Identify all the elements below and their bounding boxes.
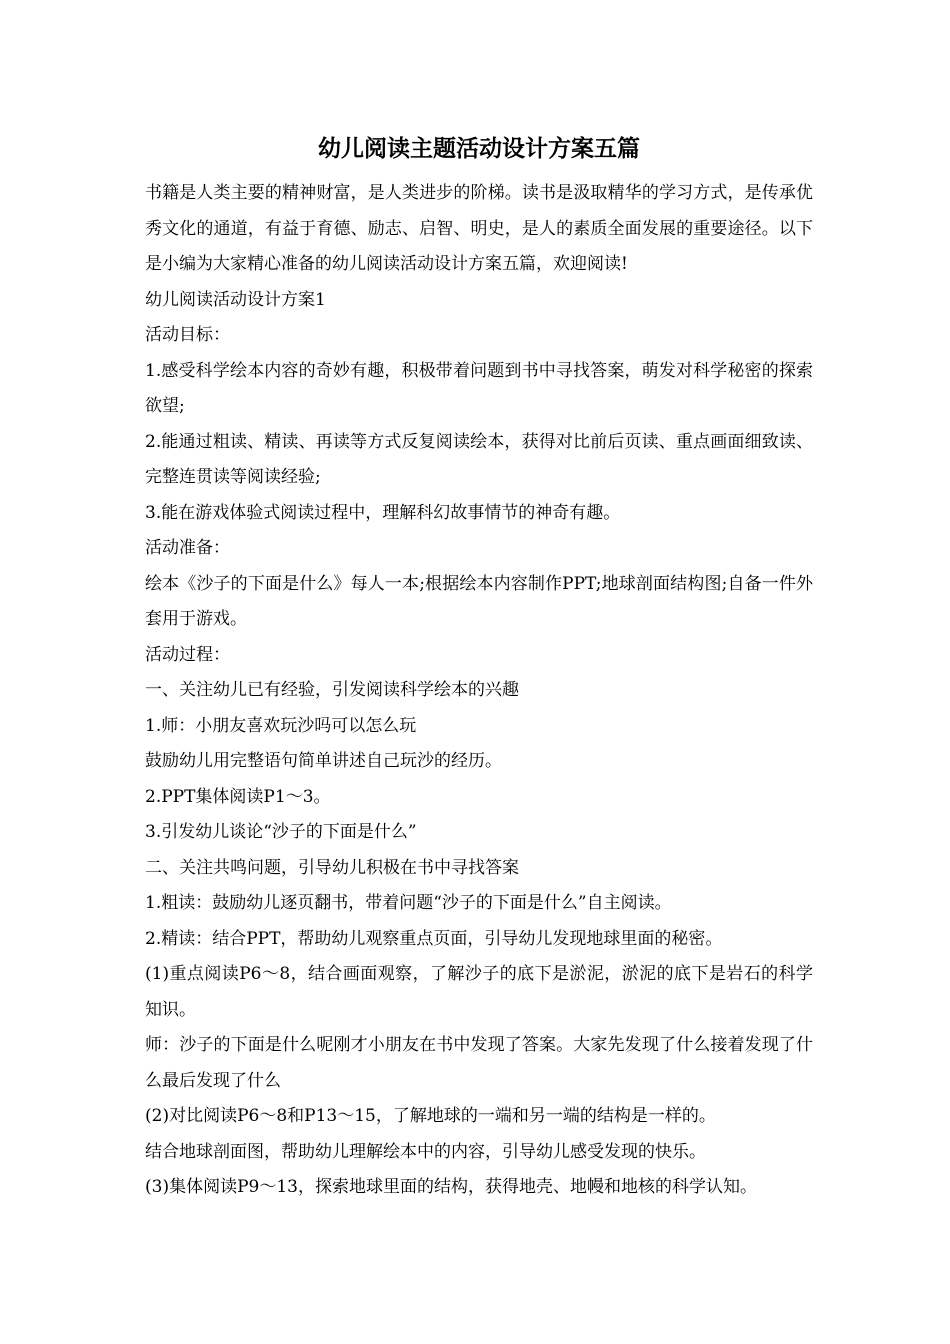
document-page <box>145 130 813 1206</box>
process-item: 鼓励幼儿用完整语句简单讲述自己玩沙的经历。 <box>145 751 502 771</box>
intro-paragraph: 书籍是人类主要的精神财富，是人类进步的阶梯。读书是汲取精华的学习方式，是传承优秀文化的通道，有益于育德、励志、启智、明史，是人的素质全面发展的重要途径。以下是小编为大家精心准备的幼儿阅读活动设计方案五篇，欢迎阅读! <box>145 183 813 274</box>
goal-item: 1.感受科学绘本内容的奇妙有趣，积极带着问题到书中寻找答案，萌发对科学秘密的探索欲望; <box>145 360 813 416</box>
process-item: 结合地球剖面图，帮助幼儿理解绘本中的内容，引导幼儿感受发现的快乐。 <box>145 1141 706 1162</box>
process-item: (3)集体阅读P9～13，探索地球里面的结构，获得地壳、地幔和地核的科学认知。 <box>145 1177 757 1197</box>
process-item: 2.精读：结合PPT，帮助幼儿观察重点页面，引导幼儿发现地球里面的秘密。 <box>145 928 723 949</box>
process-item: 3.引发幼儿谈论“沙子的下面是什么” <box>145 822 417 842</box>
goal-item: 3.能在游戏体验式阅读过程中，理解科幻故事情节的神奇有趣。 <box>145 502 621 523</box>
process-item: (1)重点阅读P6～8，结合画面观察，了解沙子的底下是淤泥，淤泥的底下是岩石的科学知识。 <box>145 964 813 1020</box>
process-step-heading: 一、关注幼儿已有经验，引发阅读科学绘本的兴趣 <box>145 680 519 700</box>
document-title: 幼儿阅读主题活动设计方案五篇 <box>318 135 640 162</box>
process-item: (2)对比阅读P6～8和P13～15，了解地球的一端和另一端的结构是一样的。 <box>145 1106 716 1126</box>
preparation-text: 绘本《沙子的下面是什么》每人一本;根据绘本内容制作PPT;地球剖面结构图;自备一件外套用于游戏。 <box>145 573 813 629</box>
process-item: 1.粗读：鼓励幼儿逐页翻书，带着问题“沙子的下面是什么”自主阅读。 <box>145 893 672 913</box>
goal-item: 2.能通过粗读、精读、再读等方式反复阅读绘本，获得对比前后页读、重点画面细致读、完整连贯读等阅读经验; <box>145 431 813 487</box>
process-step-heading: 二、关注共鸣问题，引导幼儿积极在书中寻找答案 <box>145 857 519 878</box>
process-item: 1.师：小朋友喜欢玩沙吗可以怎么玩 <box>145 715 417 736</box>
process-item: 师：沙子的下面是什么呢刚才小朋友在书中发现了答案。大家先发现了什么接着发现了什么最后发现了什么 <box>145 1035 813 1091</box>
goals-heading: 活动目标： <box>145 325 230 345</box>
process-item: 2.PPT集体阅读P1～3。 <box>145 786 331 807</box>
preparation-heading: 活动准备： <box>145 538 230 558</box>
process-heading: 活动过程： <box>145 644 230 665</box>
section-heading: 幼儿阅读活动设计方案1 <box>145 289 326 310</box>
